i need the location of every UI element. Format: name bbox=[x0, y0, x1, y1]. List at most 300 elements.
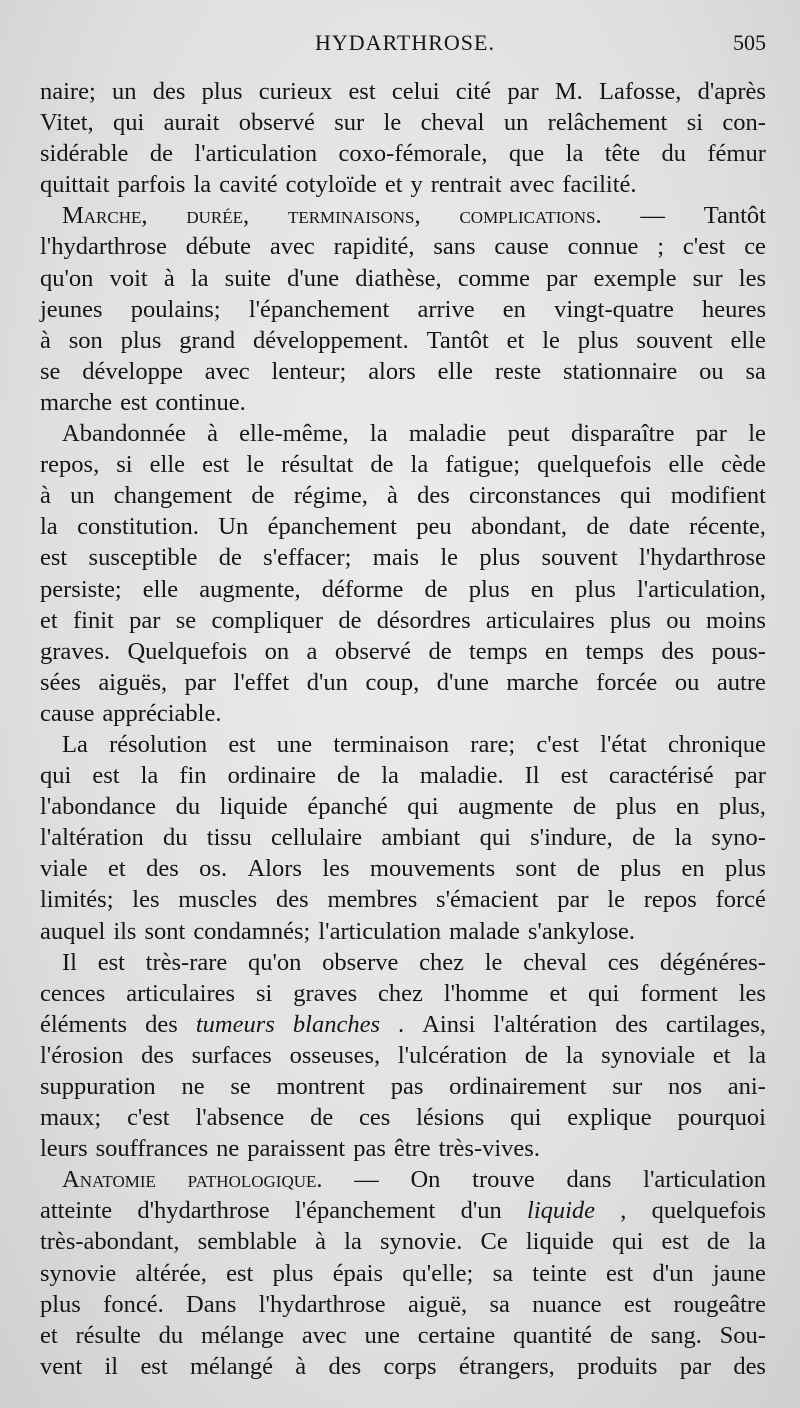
word: l'épanchement bbox=[248, 295, 390, 323]
word: un bbox=[70, 482, 95, 510]
word: des bbox=[733, 1352, 766, 1380]
word: mélangé bbox=[189, 1352, 273, 1380]
word: aurait bbox=[163, 109, 220, 137]
word: coup, bbox=[365, 668, 420, 696]
word: temps bbox=[585, 637, 644, 665]
text-line bbox=[40, 947, 766, 978]
word: sang. bbox=[650, 1321, 702, 1349]
word: épais bbox=[332, 1259, 384, 1287]
word: repos bbox=[643, 886, 697, 914]
word: souvent bbox=[541, 544, 618, 572]
word: forment bbox=[640, 979, 718, 1007]
word: ordinairement bbox=[449, 1073, 587, 1100]
word: qui bbox=[40, 762, 72, 790]
word: une bbox=[364, 1321, 400, 1349]
word: l'hydarthrose bbox=[639, 544, 766, 572]
word: du bbox=[175, 793, 201, 821]
word: de bbox=[706, 1228, 731, 1256]
word: moins bbox=[705, 606, 766, 634]
section-heading-word: durée, bbox=[186, 202, 250, 230]
word: Tantôt bbox=[426, 326, 489, 354]
word: est bbox=[140, 1352, 168, 1380]
word: pourquoi bbox=[677, 1104, 766, 1132]
word: sur bbox=[334, 109, 365, 137]
word: aiguë, bbox=[407, 1290, 468, 1318]
word: os. bbox=[199, 855, 228, 883]
text-line bbox=[40, 884, 766, 915]
word: et bbox=[712, 1041, 731, 1069]
word: s'effacer; bbox=[263, 544, 352, 572]
word: des bbox=[145, 1010, 178, 1038]
word: d'une bbox=[436, 668, 489, 696]
text-line bbox=[40, 1133, 766, 1164]
word: d'un bbox=[460, 1197, 502, 1225]
section-heading-word: terminaisons, bbox=[287, 202, 421, 230]
text-line bbox=[40, 449, 766, 480]
word: c'est bbox=[536, 730, 579, 758]
word: débute bbox=[185, 233, 252, 261]
text-line bbox=[40, 636, 766, 667]
word: mouvements bbox=[369, 855, 496, 883]
word: est bbox=[40, 544, 68, 572]
word: les bbox=[738, 979, 766, 1007]
word: ne bbox=[181, 1073, 205, 1100]
word: de bbox=[370, 451, 394, 479]
word: Ce bbox=[480, 1228, 508, 1256]
word: sa bbox=[745, 357, 766, 385]
word: Tantôt bbox=[703, 202, 766, 230]
word: des bbox=[328, 1352, 362, 1380]
word: qu'on bbox=[40, 264, 94, 292]
word: de bbox=[338, 606, 362, 634]
word: plus bbox=[615, 793, 657, 821]
word: épanchement bbox=[267, 513, 397, 541]
word: condamnés; bbox=[193, 917, 311, 945]
word: coxo-fémorale, bbox=[338, 140, 488, 168]
word: con- bbox=[722, 109, 766, 137]
word: circonstances bbox=[469, 482, 601, 510]
word: On bbox=[410, 1166, 441, 1194]
word: quelquefois bbox=[651, 1197, 766, 1225]
word: la bbox=[674, 824, 693, 852]
word: des bbox=[141, 1041, 174, 1069]
word: des bbox=[146, 855, 179, 883]
word: atteinte bbox=[40, 1197, 113, 1225]
word: les bbox=[322, 855, 350, 883]
text-line bbox=[40, 200, 766, 231]
word: est bbox=[92, 762, 120, 790]
word: corps bbox=[383, 1352, 437, 1380]
word: appréciable. bbox=[102, 699, 222, 727]
word: que bbox=[508, 140, 545, 168]
italic-word: tumeurs bbox=[195, 1010, 275, 1038]
text-line bbox=[40, 294, 766, 325]
word: le bbox=[484, 948, 503, 976]
word: à bbox=[295, 1352, 307, 1380]
word: plus bbox=[610, 606, 651, 634]
text-line bbox=[40, 138, 766, 169]
word: la bbox=[140, 762, 159, 790]
word: avec bbox=[509, 171, 555, 199]
word: curieux bbox=[258, 78, 333, 105]
word: augmente, bbox=[199, 575, 301, 603]
word: il bbox=[104, 1352, 119, 1380]
body-text bbox=[40, 76, 766, 1382]
word: lenteur; bbox=[271, 357, 347, 385]
text-line bbox=[40, 542, 766, 573]
word: Vitet, bbox=[40, 109, 94, 137]
word: chronique bbox=[667, 730, 766, 758]
word: peu bbox=[416, 513, 452, 541]
italic-word: blanches bbox=[292, 1010, 380, 1038]
word: paraissent bbox=[247, 1135, 346, 1163]
word: cotyloïde bbox=[285, 171, 377, 199]
word: très-vives. bbox=[438, 1135, 540, 1163]
word: du bbox=[158, 1321, 184, 1349]
word: un bbox=[503, 109, 529, 137]
text-line bbox=[40, 853, 766, 884]
word: elle bbox=[142, 575, 179, 603]
section-heading-word: Marche, bbox=[62, 202, 148, 230]
word: ces bbox=[607, 948, 640, 976]
word: avec bbox=[301, 1321, 347, 1349]
text-line bbox=[40, 978, 766, 1009]
word: le bbox=[607, 886, 625, 914]
word: synovie. bbox=[379, 1228, 463, 1256]
word: peut bbox=[507, 420, 550, 448]
word: Un bbox=[218, 513, 249, 541]
word: sa bbox=[489, 1290, 510, 1318]
word: est bbox=[623, 1290, 652, 1318]
word: plus, bbox=[718, 793, 766, 821]
word: forcé bbox=[715, 886, 766, 914]
word: les bbox=[738, 264, 766, 292]
word: le bbox=[542, 326, 560, 354]
word: vingt-quatre bbox=[554, 295, 674, 323]
word: ambiant bbox=[381, 824, 461, 852]
word: cède bbox=[720, 451, 766, 479]
word: de bbox=[572, 793, 597, 821]
word: cheval bbox=[523, 948, 588, 976]
word: est bbox=[97, 948, 125, 976]
word: abondant, bbox=[471, 513, 567, 541]
word: certaine bbox=[417, 1321, 496, 1349]
word: par bbox=[507, 78, 539, 105]
word: à bbox=[387, 482, 398, 510]
word: est bbox=[661, 1228, 689, 1256]
word: modifient bbox=[670, 482, 766, 510]
word: régime, bbox=[293, 482, 368, 510]
word: altérée, bbox=[135, 1259, 207, 1287]
word: à bbox=[163, 264, 175, 292]
word: Il bbox=[62, 948, 77, 976]
word: maux; bbox=[40, 1104, 102, 1132]
word: plus bbox=[468, 575, 510, 603]
word: auquel bbox=[40, 917, 106, 945]
word: Alors bbox=[247, 855, 302, 883]
word: articulaires bbox=[485, 606, 595, 634]
word: maladie bbox=[408, 420, 487, 448]
word: ou bbox=[666, 606, 691, 634]
word: mélange bbox=[200, 1321, 284, 1349]
word: cellulaire bbox=[270, 824, 363, 852]
word: elle bbox=[437, 357, 474, 385]
word: explique bbox=[567, 1104, 652, 1132]
word: est bbox=[120, 388, 148, 416]
word: forcée bbox=[596, 668, 658, 696]
text-line bbox=[40, 231, 766, 262]
word: marche bbox=[40, 388, 113, 416]
word: la bbox=[190, 264, 209, 292]
word: lésions bbox=[416, 1104, 485, 1132]
text-line bbox=[40, 511, 766, 542]
word: arrive bbox=[417, 295, 475, 323]
word: on bbox=[264, 637, 290, 665]
word: dans bbox=[566, 1166, 612, 1194]
text-line bbox=[40, 1289, 766, 1320]
word: désordres bbox=[376, 606, 471, 634]
word: changement bbox=[113, 482, 233, 510]
word: se bbox=[175, 606, 197, 634]
word: la bbox=[748, 1228, 766, 1256]
text-line bbox=[40, 729, 766, 760]
word: trouve bbox=[472, 1166, 535, 1194]
word: de bbox=[218, 544, 242, 572]
word: nos bbox=[668, 1073, 703, 1100]
word: articulaires bbox=[126, 979, 236, 1007]
word: l'articulation bbox=[194, 140, 318, 168]
word: parfois bbox=[117, 171, 186, 199]
word: par bbox=[184, 668, 216, 696]
word: Quelquefois bbox=[127, 637, 248, 665]
word: exemple bbox=[593, 264, 677, 292]
word: reste bbox=[494, 357, 542, 385]
word: a bbox=[306, 637, 318, 665]
word: la bbox=[344, 1228, 362, 1256]
word: plus bbox=[40, 1290, 81, 1318]
word: observé bbox=[334, 637, 412, 665]
word: est bbox=[228, 730, 256, 758]
word: viale bbox=[40, 855, 88, 883]
word: la bbox=[410, 451, 429, 479]
word: des bbox=[661, 637, 695, 665]
word: très-rare bbox=[145, 948, 228, 976]
word: par bbox=[557, 886, 589, 914]
word: limités; bbox=[40, 886, 114, 914]
word: muscles bbox=[178, 886, 258, 914]
word: de bbox=[524, 1041, 548, 1069]
word: fémur bbox=[707, 140, 766, 168]
word: sa bbox=[492, 1259, 514, 1287]
word: compliquer bbox=[211, 606, 324, 634]
section-heading-word: pathologique. bbox=[187, 1166, 323, 1194]
word: se bbox=[230, 1073, 251, 1100]
word: quelquefois bbox=[537, 451, 652, 479]
word: le bbox=[246, 451, 265, 479]
word: Abandonnée bbox=[62, 420, 186, 448]
text-line bbox=[40, 107, 766, 138]
word: de bbox=[251, 482, 275, 510]
word: la bbox=[565, 140, 584, 168]
word: y bbox=[410, 171, 423, 199]
text-line bbox=[40, 1226, 766, 1257]
word: de bbox=[149, 140, 173, 168]
word: synovie bbox=[40, 1259, 117, 1287]
word: relâchement bbox=[547, 109, 668, 137]
word: l'hydarthrose bbox=[40, 233, 167, 261]
word: syno- bbox=[711, 824, 766, 852]
word: l'altération bbox=[40, 824, 144, 852]
word: l'articulation bbox=[643, 1166, 766, 1194]
text-line bbox=[40, 1164, 766, 1195]
word: plus bbox=[575, 575, 616, 603]
word: M. bbox=[554, 78, 583, 105]
word: du bbox=[661, 140, 686, 168]
word: fatigue; bbox=[445, 451, 521, 479]
word: l'homme bbox=[443, 979, 529, 1007]
word: qui bbox=[612, 1228, 644, 1256]
word: caractérisé bbox=[608, 762, 714, 790]
word: se bbox=[40, 357, 61, 385]
word: sur bbox=[692, 264, 723, 292]
word: liquide bbox=[525, 1228, 594, 1256]
word: de bbox=[586, 513, 610, 541]
word: développement. bbox=[252, 326, 409, 354]
word: qui bbox=[620, 482, 652, 510]
word: ou bbox=[674, 668, 700, 696]
word: c'est bbox=[127, 1104, 170, 1132]
word: ces bbox=[359, 1104, 391, 1132]
word: à bbox=[40, 482, 51, 510]
text-line bbox=[40, 356, 766, 387]
word: si bbox=[116, 451, 133, 479]
word: quittait bbox=[40, 171, 110, 199]
word: le bbox=[748, 420, 766, 448]
text-line bbox=[40, 169, 766, 200]
word: l'absence bbox=[195, 1104, 285, 1132]
text-line bbox=[40, 791, 766, 822]
word: voit bbox=[109, 264, 148, 292]
word: vent bbox=[40, 1352, 83, 1380]
word: naire; bbox=[40, 78, 96, 105]
word: observé bbox=[238, 109, 315, 137]
word: facilité. bbox=[562, 171, 637, 199]
word: graves bbox=[293, 979, 358, 1007]
word: l'altération bbox=[493, 1010, 598, 1038]
text-line bbox=[40, 574, 766, 605]
word: diathèse, bbox=[355, 264, 442, 292]
word: Il bbox=[524, 762, 540, 790]
word: suite bbox=[224, 264, 271, 292]
text-line bbox=[40, 325, 766, 356]
word: épanché bbox=[307, 793, 388, 821]
word: en bbox=[681, 855, 705, 883]
text-line bbox=[40, 1195, 766, 1226]
text-line bbox=[40, 760, 766, 791]
text-line bbox=[40, 822, 766, 853]
word: par bbox=[695, 420, 727, 448]
word: cartilages, bbox=[665, 1010, 766, 1038]
word: autre bbox=[716, 668, 766, 696]
word: plus bbox=[272, 1259, 314, 1287]
word: dégénéres- bbox=[659, 948, 766, 976]
word: souffrances bbox=[95, 1135, 209, 1163]
word: pas bbox=[390, 1073, 424, 1100]
word: ani- bbox=[727, 1073, 766, 1100]
word: l'épanchement bbox=[294, 1197, 436, 1225]
word: des bbox=[276, 886, 309, 914]
word: avec bbox=[269, 233, 315, 261]
word: la bbox=[565, 1041, 584, 1069]
word: foncé. bbox=[103, 1290, 164, 1318]
word: l'articulation bbox=[318, 917, 442, 945]
word: plus bbox=[725, 855, 766, 883]
word: grand bbox=[179, 326, 236, 354]
text-line bbox=[40, 667, 766, 698]
word: susceptible bbox=[88, 544, 198, 572]
word: c'est bbox=[682, 233, 726, 261]
word: connue bbox=[567, 233, 639, 261]
word: qui bbox=[407, 793, 439, 821]
word: l'articulation, bbox=[636, 575, 766, 603]
word: synoviale bbox=[601, 1041, 696, 1069]
word: La bbox=[62, 730, 88, 758]
text-line bbox=[40, 916, 766, 947]
word: s'émacient bbox=[436, 886, 539, 914]
text-line bbox=[40, 263, 766, 294]
word: nuance bbox=[532, 1290, 602, 1318]
word: rare; bbox=[470, 730, 516, 758]
word: rapidité, bbox=[333, 233, 415, 261]
word: de bbox=[576, 855, 600, 883]
word: de bbox=[632, 824, 656, 852]
word: continue. bbox=[155, 388, 246, 416]
word: résulte bbox=[75, 1321, 141, 1349]
word: des bbox=[417, 482, 450, 510]
word: son bbox=[68, 326, 103, 354]
word: est bbox=[348, 78, 376, 105]
word: sont bbox=[144, 917, 186, 945]
word: de bbox=[310, 1104, 334, 1132]
word: par bbox=[734, 762, 766, 790]
word: elle-même, bbox=[239, 420, 349, 448]
word: plus bbox=[120, 326, 162, 354]
word: et bbox=[40, 606, 58, 634]
word: récente, bbox=[689, 513, 766, 541]
word: très-abondant, bbox=[40, 1228, 180, 1256]
word: observe bbox=[322, 948, 399, 976]
word: ou bbox=[699, 357, 724, 385]
word: ils bbox=[113, 917, 137, 945]
word: sur bbox=[612, 1073, 643, 1100]
word: pous- bbox=[711, 637, 766, 665]
word: cause bbox=[40, 699, 95, 727]
text-line bbox=[40, 1071, 766, 1102]
word: , bbox=[620, 1197, 627, 1225]
word: l'hydarthrose bbox=[258, 1290, 386, 1318]
word: du bbox=[163, 824, 188, 852]
word: le bbox=[383, 109, 402, 137]
page-number: 505 bbox=[733, 30, 766, 55]
word: de bbox=[424, 575, 448, 603]
word: la bbox=[193, 171, 212, 199]
word: qu'elle; bbox=[402, 1259, 474, 1287]
word: chez bbox=[419, 948, 464, 976]
word: maladie. bbox=[419, 762, 504, 790]
word: sans bbox=[433, 233, 476, 261]
word: semblable bbox=[197, 1228, 297, 1256]
word: quantité bbox=[513, 1321, 592, 1349]
